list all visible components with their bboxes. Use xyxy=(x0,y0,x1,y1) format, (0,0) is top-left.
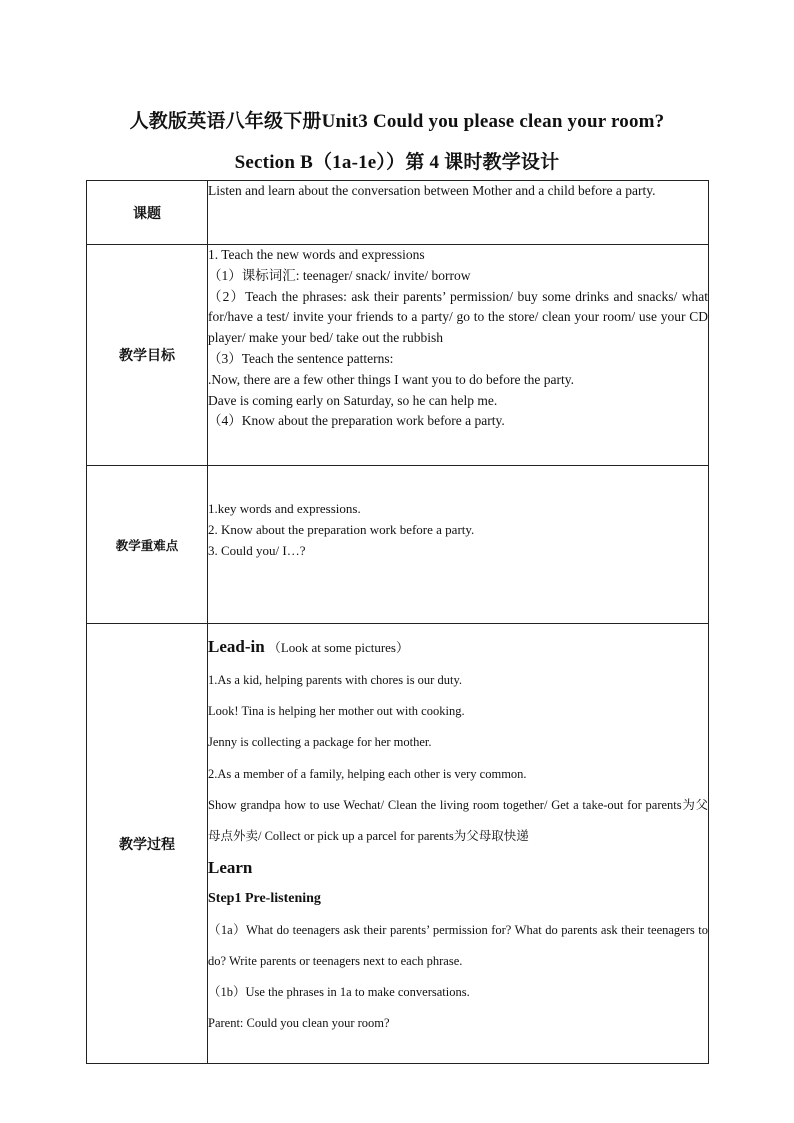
step1-line: Parent: Could you clean your room? xyxy=(208,1016,390,1031)
key-point-line: 2. Know about the preparation work before a party. xyxy=(208,521,475,537)
topic-row xyxy=(87,181,709,245)
lead-in-title: Lead-in xyxy=(208,637,265,656)
page-subtitle: Section B（1a-1e））第 4 课时教学设计 xyxy=(234,152,560,173)
objective-line: （4）Know about the preparation work before a party. xyxy=(208,413,505,429)
objective-line: .Now, there are a few other things I want you to do before the party. xyxy=(208,371,574,387)
step1-line: （1b）Use the phrases in 1a to make conversations. xyxy=(208,985,470,1000)
step1-heading: Step1 Pre-listening xyxy=(208,891,321,907)
step1-line: （1a）What do teenagers ask their parents’ permission for? What do parents ask their teenagers to do? Write parents or teenagers next to each phrase. xyxy=(208,922,708,968)
learn-heading: Learn xyxy=(208,858,253,878)
objective-line: （3）Teach the sentence patterns: xyxy=(208,350,394,366)
process-row xyxy=(87,624,709,1064)
lead-in-line: 1.As a kid, helping parents with chores is our duty. xyxy=(208,673,463,687)
objective-line: Dave is coming early on Saturday, so he can help me. xyxy=(208,392,498,408)
lead-in-line: Jenny is collecting a package for her mother. xyxy=(208,735,432,750)
objectives-content xyxy=(208,245,709,466)
objectives-label: 教学目标 xyxy=(87,245,208,466)
lead-in-heading xyxy=(208,634,708,661)
lead-in-line: Look! Tina is helping her mother out with cooking. xyxy=(208,704,465,719)
process-label: 教学过程 xyxy=(87,624,208,1064)
topic-label: 课题 xyxy=(87,181,208,245)
objective-line: 1. Teach the new words and expressions xyxy=(208,247,425,262)
lead-in-note: （Look at some pictures） xyxy=(267,640,409,655)
lesson-plan-table xyxy=(86,180,709,1064)
page-title: 人教版英语八年级下册Unit3 Could you please clean your room? xyxy=(129,111,665,132)
key-points-row xyxy=(87,466,709,624)
key-point-line: 3. Could you/ I…? xyxy=(208,542,306,558)
objectives-row xyxy=(87,245,709,466)
objective-line: （1）课标词汇: teenager/ snack/ invite/ borrow xyxy=(208,267,471,283)
key-point-line: 1.key words and expressions. xyxy=(208,501,361,516)
objective-line: （2）Teach the phrases: ask their parents’ permission/ buy some drinks and snacks/ what for/have a test/ invite your friends to a party/ go to the store/ clean your room/ use your CD player/ make your bed/ take out the rubbish xyxy=(208,288,708,346)
topic-text: Listen and learn about the conversation between Mother and a child before a party. xyxy=(208,181,709,245)
key-points-label: 教学重难点 xyxy=(87,466,208,624)
key-points-content xyxy=(208,466,709,624)
lead-in-line: 2.As a member of a family, helping each other is very common. xyxy=(208,766,527,781)
process-content xyxy=(208,624,709,1064)
lead-in-line: Show grandpa how to use Wechat/ Clean the living room together/ Get a take-out for parents为父母点外卖/ Collect or pick up a parcel for parents为父母取快递 xyxy=(208,797,708,844)
